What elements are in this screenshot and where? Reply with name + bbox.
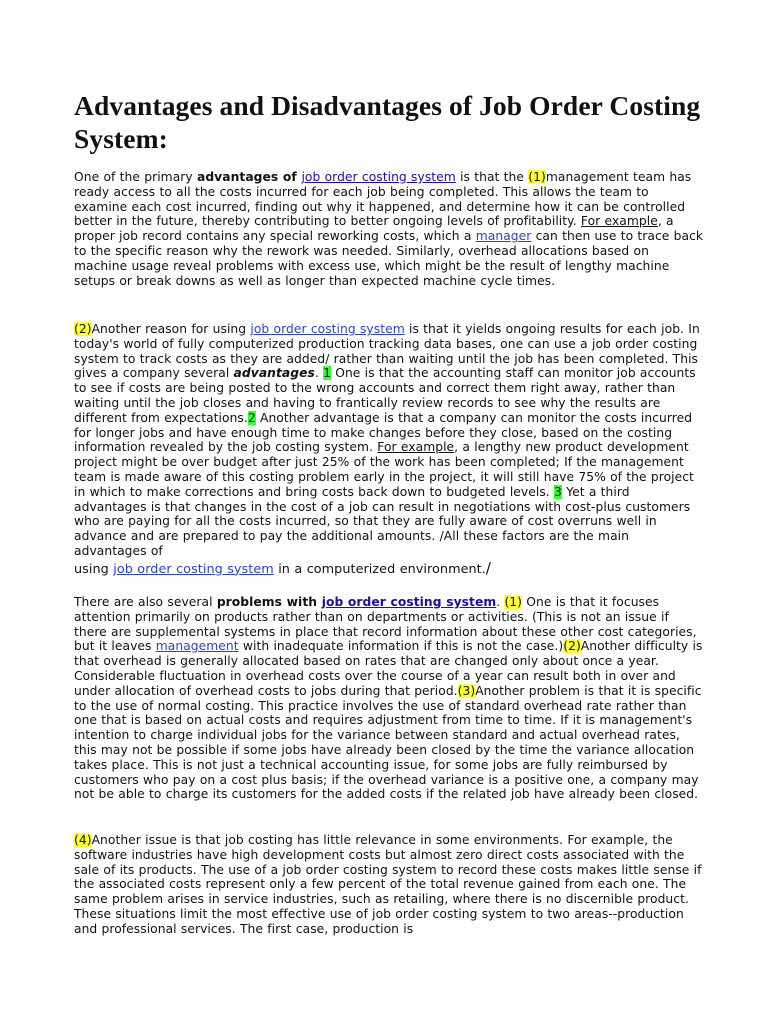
text: is that it yields ongoing results for each job. In today's world of fully computerized production tracking data bases, one can use a job order costing system to track costs as they are added/ rather than waiting until the job has been completed. This gives a company several: [74, 322, 700, 381]
link-for-example[interactable]: For example: [377, 440, 455, 455]
text: management team has ready access to all the costs incurred for each job being completed. This allows the team to examine each cost incurred, finding out why it happened, and determine how it can be controlled better in the future, thereby contributing to better ongoing levels of profitability.: [74, 170, 692, 229]
text: Another advantage is that a company can monitor the costs incurred for longer jobs and have enough time to make changes before they close, based on the costing information revealed by the job costing system.: [74, 410, 693, 455]
marker-green-3: 3: [554, 484, 562, 499]
link-job-order-costing-system[interactable]: job order costing system: [301, 170, 456, 184]
text: Yet a third advantages is that changes in the cost of a job can result in negotiations with cost-plus customers who are paying for all the costs incurred, so that they are fully aware of cost overruns well in advance and are prepared to pay the additional amounts. /All these factors are the main advantages of: [74, 484, 691, 558]
text: Another problem is that it is specific to the use of normal costing. This practice involves the use of standard overhead rate rather than one that is based on actual costs and requires adjustment from time to time. If it is management's intention to charge individual jobs for the variance between standard and actual overhead rates, this may not be possible if some jobs have already been closed by the time the variance allocation takes place. This is not just a technical accounting issue, for some jobs are fully reimbursed by customers who pay on a cost plus basis; if the overhead variance is a positive one, a company may not be able to charge its customers for the added costs if the related job have already been closed.: [74, 683, 702, 802]
paragraph-problems: [74, 595, 704, 802]
marker-3: (3): [457, 683, 476, 698]
text: .: [496, 595, 505, 609]
link-job-order-costing-system[interactable]: job order costing system: [250, 322, 405, 336]
slash-mark: /: [485, 558, 491, 577]
text: in a computerized environment.: [273, 561, 486, 577]
text: One is that the accounting staff can monitor job accounts to see if costs are being posted to the wrong accounts and correct them right away, rather than waiting until the job closes and having to frantically review records to see why the results are different from expectations.: [74, 366, 696, 425]
marker-1: (1): [504, 595, 523, 609]
text: Another difficulty is that overhead is generally allocated based on rates that are changed only about once a year. Considerable fluctuation in overhead costs over the course of a year can result both in over and under allocation of overhead costs to jobs during that period.: [74, 639, 703, 698]
link-management[interactable]: management: [155, 639, 239, 654]
marker-green-1: 1: [323, 366, 331, 381]
link-manager[interactable]: manager: [475, 229, 532, 244]
text: with inadequate information if this is not the case.): [238, 639, 564, 654]
text: One is that it focuses attention primarily on products rather than on departments or activities. (This is not an issue if there are supplemental systems in place that record information about these other cost categories, but it leaves: [74, 595, 697, 654]
text: .: [314, 366, 324, 381]
link-job-order-costing-system[interactable]: job order costing system: [113, 561, 274, 577]
text: Another reason for using: [91, 322, 251, 336]
text: , a lengthy new product development project might be over budget after just 25% of the work has been completed; If the management team is made aware of this costing problem early in the project, it will still have 75% of the project in which to make corrections and bring costs back down to budgeted levels.: [74, 440, 694, 499]
text: using: [74, 561, 114, 577]
marker-1: (1): [528, 170, 546, 184]
text: Another issue is that job costing has little relevance in some environments. For example, the software industries have high development costs but almost zero direct costs associated with the sale of its products. The use of a job order costing system to record these costs makes little sense if the associated costs represent only a few percent of the total revenue gained from each one. The same problem arises in service industries, such as retailing, where there is no discernible product. These situations limit the most effective use of job order costing system to two areas--production and professional services. The first case, production is: [74, 833, 702, 936]
paragraph-advantages-ongoing: [74, 322, 704, 579]
link-job-order-costing-system[interactable]: job order costing system: [321, 595, 497, 609]
text: can then use to trace back to the specific reason why the rework was needed. Similarly, overhead allocations based on machine usage reveal problems with excess use, which might be the result of lengthy machine setups or break downs as well as longer than expected machine cycle times.: [74, 229, 704, 288]
paragraph-advantages-intro: [74, 170, 704, 288]
text: There are also several: [74, 595, 217, 609]
bold-text: problems with: [216, 595, 322, 609]
marker-2: (2): [563, 639, 581, 654]
page-title: Advantages and Disadvantages of Job Order Costing System:: [74, 90, 701, 154]
link-for-example[interactable]: For example: [580, 214, 658, 229]
bold-italic-text: advantages: [233, 366, 315, 381]
last-line: [74, 558, 491, 577]
marker-4: (4): [74, 833, 92, 847]
bold-text: advantages of: [196, 170, 302, 184]
paragraph-relevance: [74, 833, 704, 937]
marker-green-2: 2: [247, 410, 256, 425]
text: One of the primary: [74, 170, 197, 184]
marker-2: (2): [74, 322, 92, 336]
text: is that the: [455, 170, 529, 184]
text: , a proper job record contains any special reworking costs, which a: [74, 214, 674, 244]
